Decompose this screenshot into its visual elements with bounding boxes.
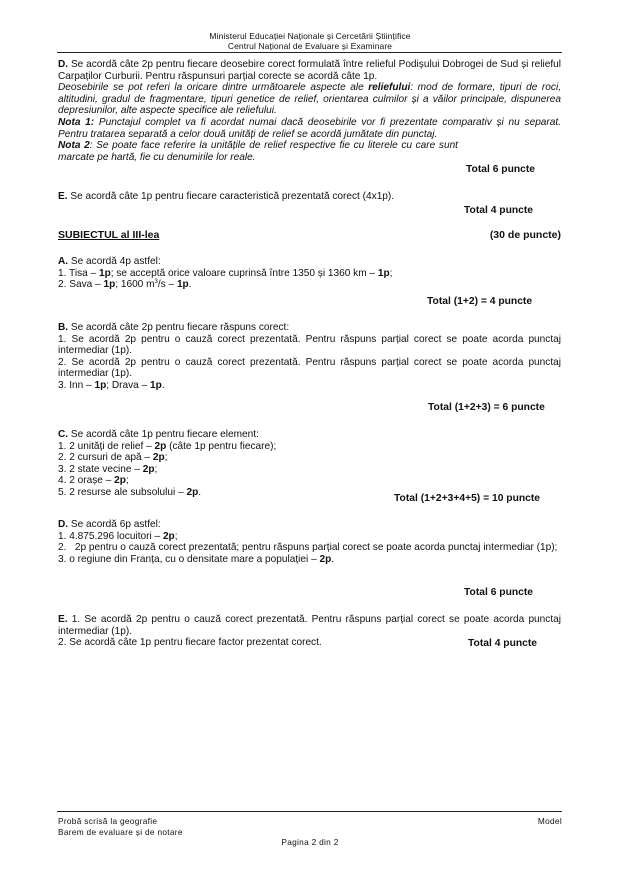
- points: 2p: [114, 475, 126, 487]
- text: ;: [125, 475, 129, 487]
- points: 2p: [154, 440, 167, 452]
- section-3b-intro: Se acordă câte 2p pentru fiecare răspuns corect:: [68, 322, 290, 333]
- subject-points: (30 de puncte): [489, 229, 561, 241]
- item-letter: D.: [58, 519, 69, 530]
- section-3d-line-2: 2. 2p pentru o cauză corect prezentată; pentru răspuns parțial corect se poate acorda punctaj intermediar (1p);: [58, 542, 558, 554]
- text: .: [161, 379, 165, 391]
- text: ;: [164, 452, 168, 464]
- text: 1. 2 unități de relief –: [58, 440, 155, 452]
- text: 2. 2 cursuri de apă –: [58, 452, 153, 464]
- text: 3. 2 state vecine –: [58, 463, 143, 475]
- text: ; 1600 m: [115, 279, 155, 291]
- points: 1p: [176, 279, 189, 291]
- aspects-text-b: : mod de formare, tipuri de roci, altitudini, gradul de fragmentare, tipuri genetice de relief, orientarea culmilor și a văilor principale, dispunerea depresiunilor, alte aspecte specifice ale reliefului.: [58, 82, 561, 117]
- text: ;: [154, 463, 158, 475]
- footer-model: Model: [537, 816, 562, 826]
- section-2d-aspects: [58, 82, 561, 117]
- text: 1. Tisa –: [58, 267, 99, 279]
- header-divider: [57, 52, 562, 53]
- section-3d: [58, 519, 561, 565]
- section-3b-line-3: [58, 380, 561, 392]
- nota-2-label: Nota 2: [58, 140, 90, 152]
- text: 5. 2 resurse ale subsolului –: [58, 486, 187, 498]
- header-ministry: Ministerul Educației Naționale și Cercetării Științifice: [209, 31, 411, 41]
- section-3b-line-1: 1. Se acordă 2p pentru o cauză corect prezentată. Pentru răspuns parțial corect se poate acorda punctaj intermediar (1p).: [58, 333, 561, 357]
- section-2e-total: Total 4 puncte: [464, 205, 534, 216]
- section-2e: [58, 191, 561, 203]
- points: 1p: [377, 267, 390, 279]
- text: /s –: [157, 279, 177, 291]
- item-letter: E.: [58, 191, 68, 202]
- list-item: [58, 441, 561, 453]
- text: .: [331, 553, 335, 565]
- section-3c: [58, 429, 561, 499]
- points: 2p: [319, 553, 332, 565]
- section-3e-line-2: 2. Se acordă câte 1p pentru fiecare factor prezentat corect.: [58, 637, 322, 649]
- item-letter: D.: [58, 59, 69, 70]
- list-item: [58, 452, 561, 464]
- section-3a-line-1: [58, 268, 561, 280]
- item-letter: B.: [58, 322, 69, 333]
- section-3b-total: Total (1+2+3) = 6 puncte: [428, 402, 545, 413]
- section-3d-total: Total 6 puncte: [464, 587, 534, 598]
- points: 1p: [94, 379, 107, 391]
- section-2d-text: Se acordă câte 2p pentru fiecare deosebire corect formulată între relieful Podișului Dobrogei de Sud și relieful Carpaților Curburii. Pentru răspunsuri parțial corecte se acordă câte 1p.: [58, 59, 561, 82]
- points: 1p: [150, 379, 162, 391]
- text: 3. o regiune din Franța, cu o densitate mare a populației –: [58, 553, 320, 565]
- nota-2-text: : Se poate face referire la unitățile de relief respective fie cu literele cu care sunt marcate pe hartă, fie cu denumirile lor reale.: [58, 140, 458, 163]
- list-item: [58, 475, 561, 487]
- section-3b-line-2: 2. Se acordă 2p pentru o cauză corect prezentată. Pentru răspuns parțial corect se poate acorda punctaj intermediar (1p).: [58, 356, 561, 380]
- nota-1-text: Punctajul complet va fi acordat numai dacă deosebirile vor fi prezentate comparativ și nu separat. Pentru tratarea separată a celor două unități de relief se acordă jumătate din punctaj.: [58, 116, 562, 140]
- subject-title: SUBIECTUL al III-lea: [58, 229, 160, 241]
- text: ;: [174, 530, 178, 542]
- section-3d-line-3: [58, 554, 561, 566]
- section-3a-intro: Se acordă 4p astfel:: [68, 256, 161, 267]
- points: 2p: [186, 486, 199, 498]
- subject-heading: [58, 229, 561, 241]
- section-3a-total: Total (1+2) = 4 puncte: [427, 296, 533, 307]
- section-2d-total: Total 6 puncte: [466, 164, 536, 175]
- points: 1p: [103, 279, 116, 291]
- item-letter: E.: [58, 614, 68, 625]
- section-3c-total: Total (1+2+3+4+5) = 10 puncte: [394, 493, 541, 504]
- section-3e-total: Total 4 puncte: [468, 638, 538, 649]
- page-number: Pagina 2 din 2: [281, 837, 339, 847]
- points: 2p: [162, 530, 175, 542]
- list-item: [58, 464, 561, 476]
- nota-2: [58, 140, 458, 163]
- nota-1-label: Nota 1:: [58, 116, 95, 128]
- aspects-text-a: Deosebirile se pot referi la oricare dintre următoarele aspecte ale: [58, 82, 369, 94]
- text: 4. 2 orașe –: [58, 475, 115, 487]
- text: ; Drava –: [106, 379, 151, 391]
- footer-doc-type: Barem de evaluare și de notare: [58, 827, 183, 837]
- footer-exam-name: Probă scrisă la geografie: [58, 816, 158, 826]
- text: .: [198, 486, 202, 498]
- aspects-bold: reliefului: [368, 82, 411, 94]
- points: 2p: [142, 463, 155, 475]
- item-letter: A.: [58, 256, 69, 267]
- footer-divider: [57, 811, 562, 812]
- section-2d: [58, 59, 561, 163]
- text: ;: [389, 267, 393, 279]
- section-3b: [58, 322, 561, 392]
- section-3d-intro: Se acordă 6p astfel:: [68, 519, 161, 530]
- section-3a-line-2: [58, 279, 561, 291]
- section-3a: [58, 256, 561, 291]
- nota-1: [58, 117, 561, 140]
- text: 3. Inn –: [58, 379, 95, 391]
- text: .: [188, 279, 192, 291]
- section-3e-line-1: 1. Se acordă 2p pentru o cauză corect prezentată. Pentru răspuns parțial corect se poate acorda punctaj intermediar (1p).: [58, 614, 561, 637]
- item-letter: C.: [58, 429, 69, 440]
- section-3d-line-1: [58, 531, 561, 543]
- text: (câte 1p pentru fiecare);: [166, 440, 277, 452]
- text: ; se acceptă orice valoare cuprinsă între 1350 și 1360 km –: [110, 267, 378, 279]
- header-center: Centrul Național de Evaluare și Examinare: [227, 41, 393, 51]
- text: 2. Sava –: [58, 279, 104, 291]
- text: 1. 4.875.296 locuitori –: [58, 530, 163, 542]
- section-3c-intro: Se acordă câte 1p pentru fiecare element:: [68, 429, 259, 440]
- superscript: 3: [154, 279, 158, 286]
- section-2e-text: Se acordă câte 1p pentru fiecare caracteristică prezentată corect (4x1p).: [67, 191, 395, 202]
- points: 1p: [98, 267, 111, 279]
- points: 2p: [152, 452, 165, 464]
